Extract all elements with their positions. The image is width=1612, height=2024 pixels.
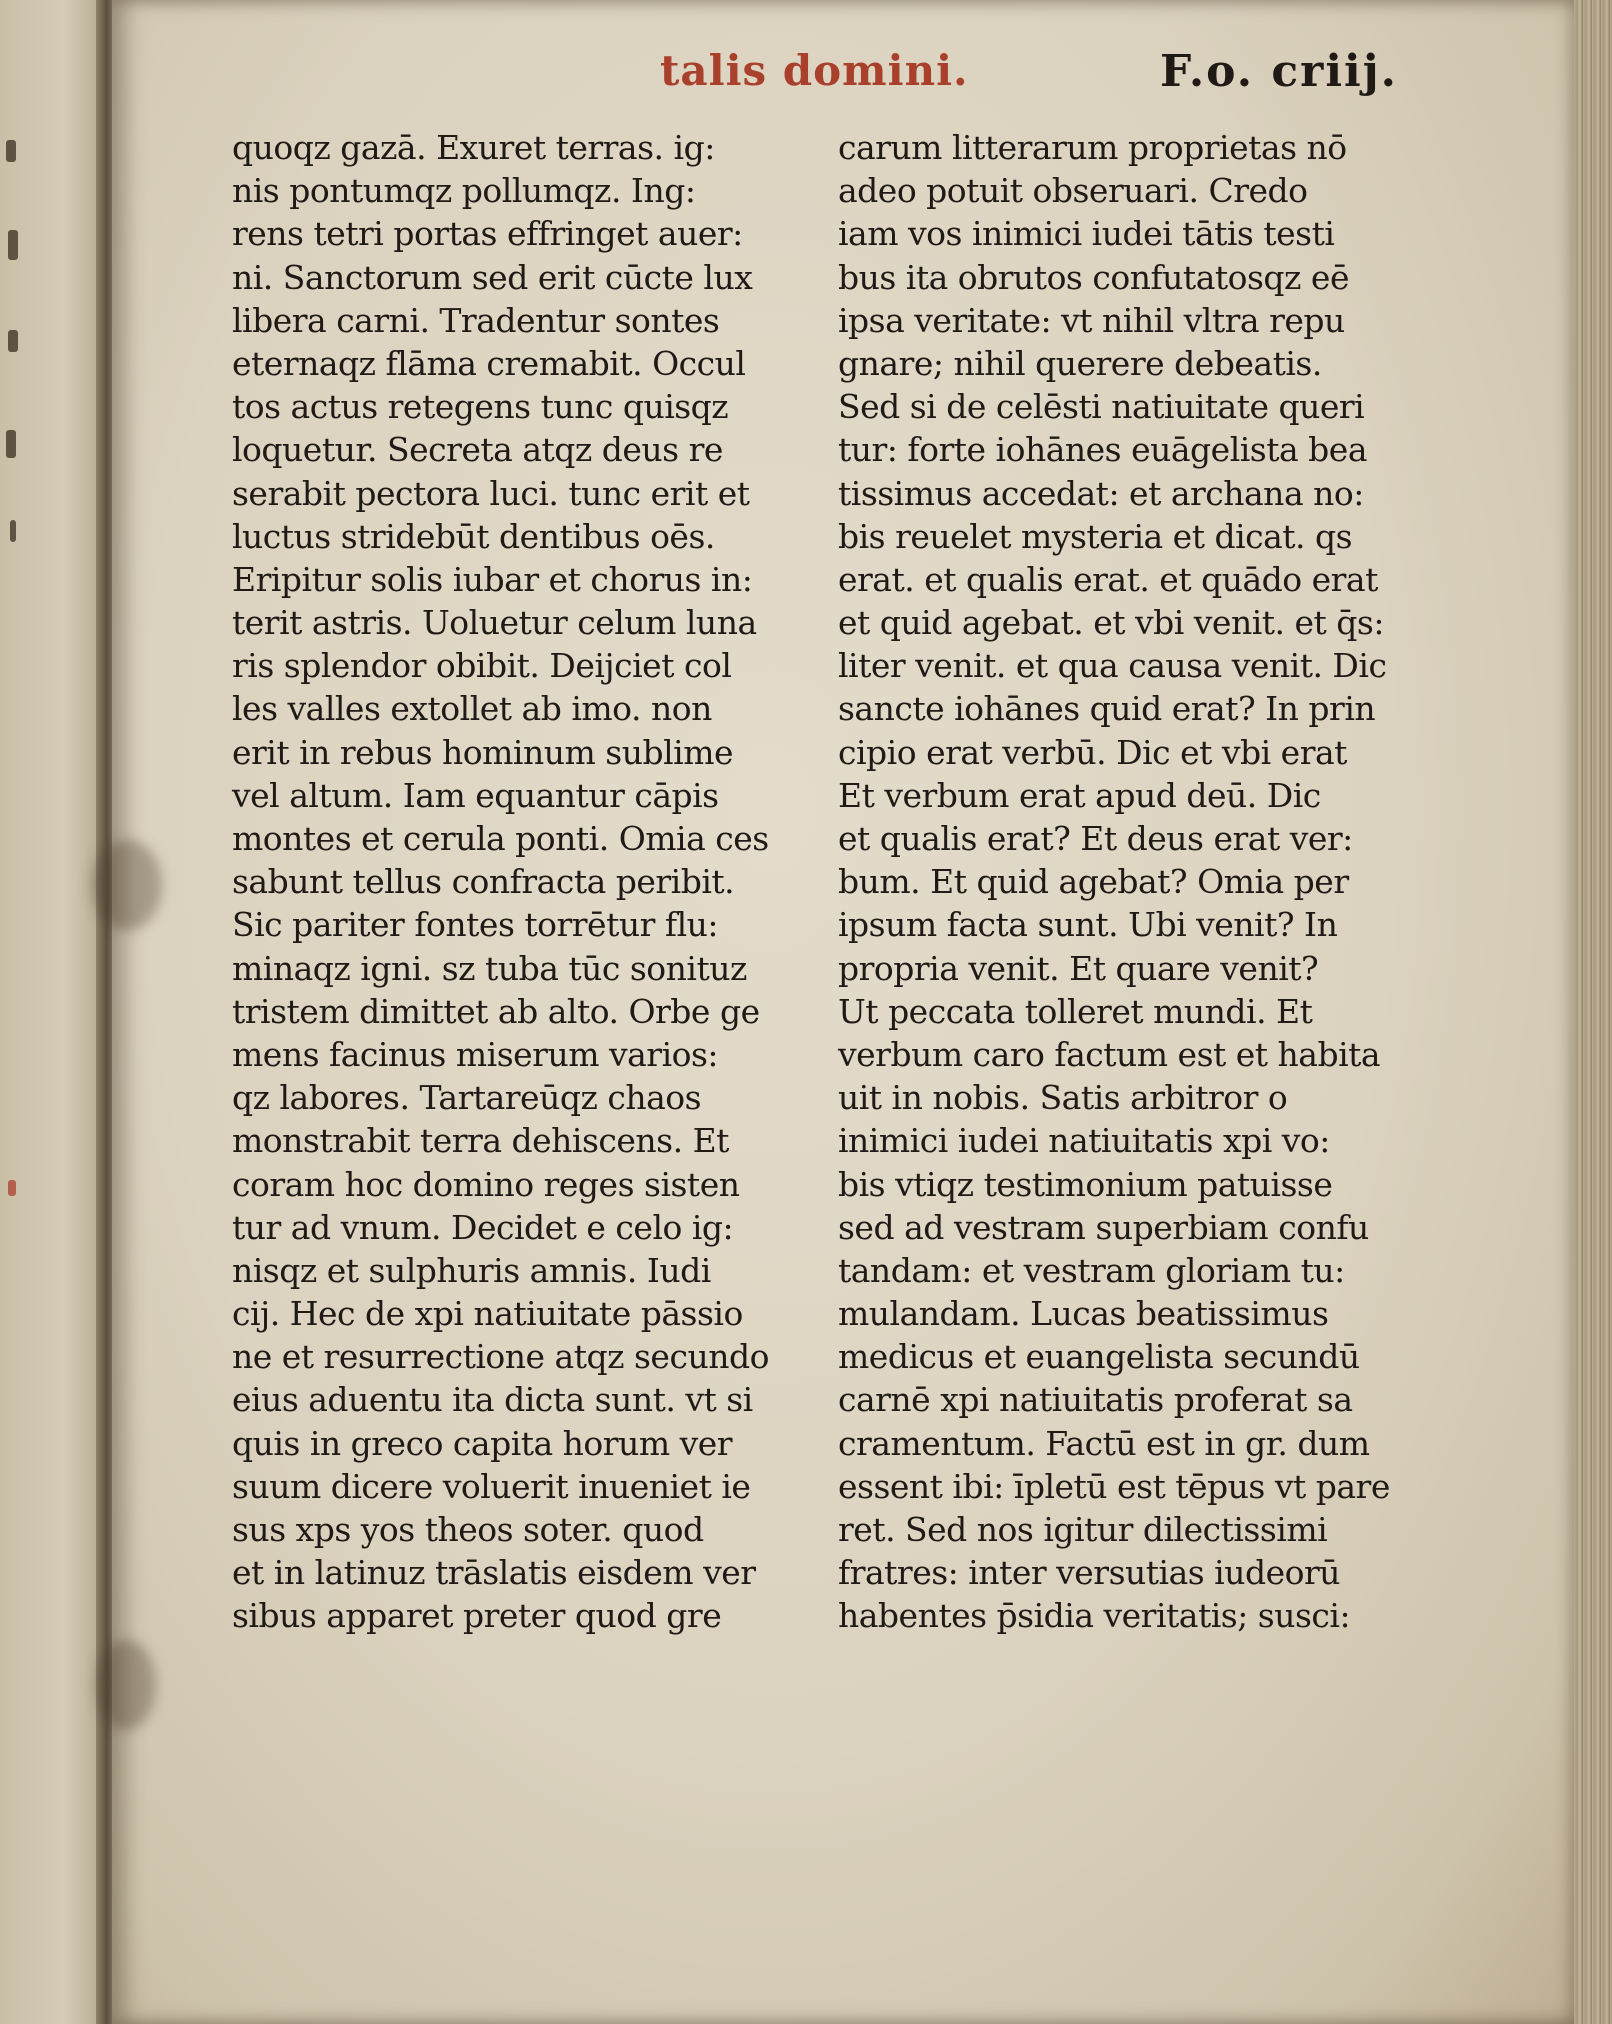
text-line: et quid agebat. et vbi venit. et q̄s:	[838, 603, 1384, 643]
right-text-column	[838, 126, 1418, 1638]
text-line: uit in nobis. Satis arbitror o	[838, 1078, 1288, 1118]
text-line: Et verbum erat apud deū. Dic	[838, 775, 1321, 815]
text-line: bus ita obrutos confutatosqz eē	[838, 257, 1349, 297]
text-line: quoqz gazā. Exuret terras. ig:	[232, 128, 715, 167]
text-line: erat. et qualis erat. et quādo erat	[838, 559, 1378, 599]
text-line: montes et cerula ponti. Omia ces	[232, 819, 769, 858]
text-line: verbum caro factum est et habita	[838, 1034, 1381, 1074]
text-line: Sed si de celēsti natiuitate queri	[838, 387, 1365, 427]
margin-mark	[8, 230, 18, 260]
text-line: ne et resurrectione atqz secundo	[232, 1337, 769, 1377]
text-line: adeo potuit obseruari. Credo	[838, 171, 1308, 211]
text-line: Ut peccata tolleret mundi. Et	[838, 991, 1313, 1031]
folio-number: F.o. criij.	[1160, 46, 1398, 97]
text-line: mens facinus miserum varios:	[232, 1034, 719, 1074]
text-line: fratres: inter versutias iudeorū	[838, 1553, 1341, 1593]
text-line: ni. Sanctorum sed erit cūcte lux	[232, 257, 753, 297]
text-line: ris splendor obibit. Deijciet col	[232, 646, 732, 686]
text-line: ret. Sed nos igitur dilectissimi	[838, 1510, 1328, 1549]
fore-edge-pages	[1574, 0, 1612, 2024]
text-line: tos actus retegens tunc quisqz	[232, 387, 729, 427]
text-line: bum. Et quid agebat? Omia per	[838, 862, 1349, 902]
text-line: sancte iohānes quid erat? In prin	[838, 689, 1376, 729]
text-line: monstrabit terra dehiscens. Et	[232, 1121, 729, 1161]
text-line: medicus et euangelista secundū	[838, 1337, 1360, 1377]
text-line: ipsa veritate: vt nihil vltra repu	[838, 300, 1345, 340]
text-line: carnē xpi natiuitatis proferat sa	[838, 1380, 1353, 1420]
text-line: nis pontumqz pollumqz. Ing:	[232, 171, 696, 211]
text-line: cipio erat verbū. Dic et vbi erat	[838, 732, 1347, 772]
text-line: coram hoc domino reges sisten	[232, 1164, 740, 1204]
text-line: eternaqz flāma cremabit. Occul	[232, 343, 746, 383]
ink-stain	[96, 1640, 156, 1730]
text-line: tur ad vnum. Decidet e celo ig:	[232, 1207, 734, 1247]
text-line: et qualis erat? Et deus erat ver:	[838, 819, 1353, 858]
text-line: Sic pariter fontes torrētur flu:	[232, 905, 718, 945]
text-line: bis vtiqz testimonium patuisse	[838, 1164, 1333, 1204]
text-line: iam vos inimici iudei tātis testi	[838, 214, 1335, 254]
text-line: ipsum facta sunt. Ubi venit? In	[838, 905, 1338, 945]
text-line: gnare; nihil querere debeatis.	[838, 343, 1322, 383]
text-line: erit in rebus hominum sublime	[232, 732, 734, 772]
text-line: carum litterarum proprietas nō	[838, 128, 1347, 167]
text-line: sed ad vestram superbiam confu	[838, 1207, 1369, 1247]
text-line: sus xps yos theos soter. quod	[232, 1510, 704, 1549]
text-line: les valles extollet ab imo. non	[232, 689, 712, 729]
text-line: bis reuelet mysteria et dicat. qs	[838, 516, 1353, 556]
text-line: suum dicere voluerit inueniet ie	[232, 1466, 751, 1506]
text-line: tandam: et vestram gloriam tu:	[838, 1250, 1345, 1290]
text-line: propria venit. Et quare venit?	[838, 948, 1319, 988]
text-line: sibus apparet preter quod gre	[232, 1596, 722, 1636]
left-text-column	[232, 126, 802, 1638]
text-line: qz labores. Tartareūqz chaos	[232, 1078, 702, 1118]
text-line: Eripitur solis iubar et chorus in:	[232, 559, 753, 599]
text-line: terit astris. Uoluetur celum luna	[232, 603, 757, 643]
text-line: liter venit. et qua causa venit. Dic	[838, 646, 1387, 686]
text-line: serabit pectora luci. tunc erit et	[232, 473, 750, 513]
text-line: tur: forte iohānes euāgelista bea	[838, 430, 1367, 470]
margin-mark	[8, 330, 18, 352]
text-line: mulandam. Lucas beatissimus	[838, 1294, 1329, 1334]
text-line: loquetur. Secreta atqz deus re	[232, 430, 723, 470]
margin-mark	[10, 520, 16, 542]
text-line: habentes p̄sidia veritatis; susci:	[838, 1596, 1351, 1636]
text-line: minaqz igni. sz tuba tūc sonituz	[232, 948, 747, 988]
text-line: tristem dimittet ab alto. Orbe ge	[232, 991, 760, 1031]
text-line: libera carni. Tradentur sontes	[232, 300, 720, 340]
text-line: essent ibi: īpletū est tēpus vt pare	[838, 1466, 1390, 1506]
text-line: cij. Hec de xpi natiuitate pāssio	[232, 1294, 743, 1334]
running-head: talis domini.	[660, 46, 969, 95]
text-line: nisqz et sulphuris amnis. Iudi	[232, 1250, 711, 1290]
text-line: et in latinuz trāslatis eisdem ver	[232, 1553, 756, 1593]
margin-mark	[6, 430, 16, 458]
text-line: rens tetri portas effringet auer:	[232, 214, 743, 254]
text-line: cramentum. Factū est in gr. dum	[838, 1423, 1370, 1463]
text-line: inimici iudei natiuitatis xpi vo:	[838, 1121, 1330, 1161]
margin-mark	[8, 1180, 16, 1196]
margin-mark	[6, 140, 16, 162]
text-line: quis in greco capita horum ver	[232, 1423, 733, 1463]
text-line: vel altum. Iam equantur cāpis	[232, 775, 719, 815]
text-line: eius aduentu ita dicta sunt. vt si	[232, 1380, 753, 1420]
ink-stain	[92, 840, 162, 930]
text-line: tissimus accedat: et archana no:	[838, 473, 1364, 513]
text-line: sabunt tellus confracta peribit.	[232, 862, 735, 902]
text-line: luctus stridebūt dentibus oēs.	[232, 516, 715, 556]
